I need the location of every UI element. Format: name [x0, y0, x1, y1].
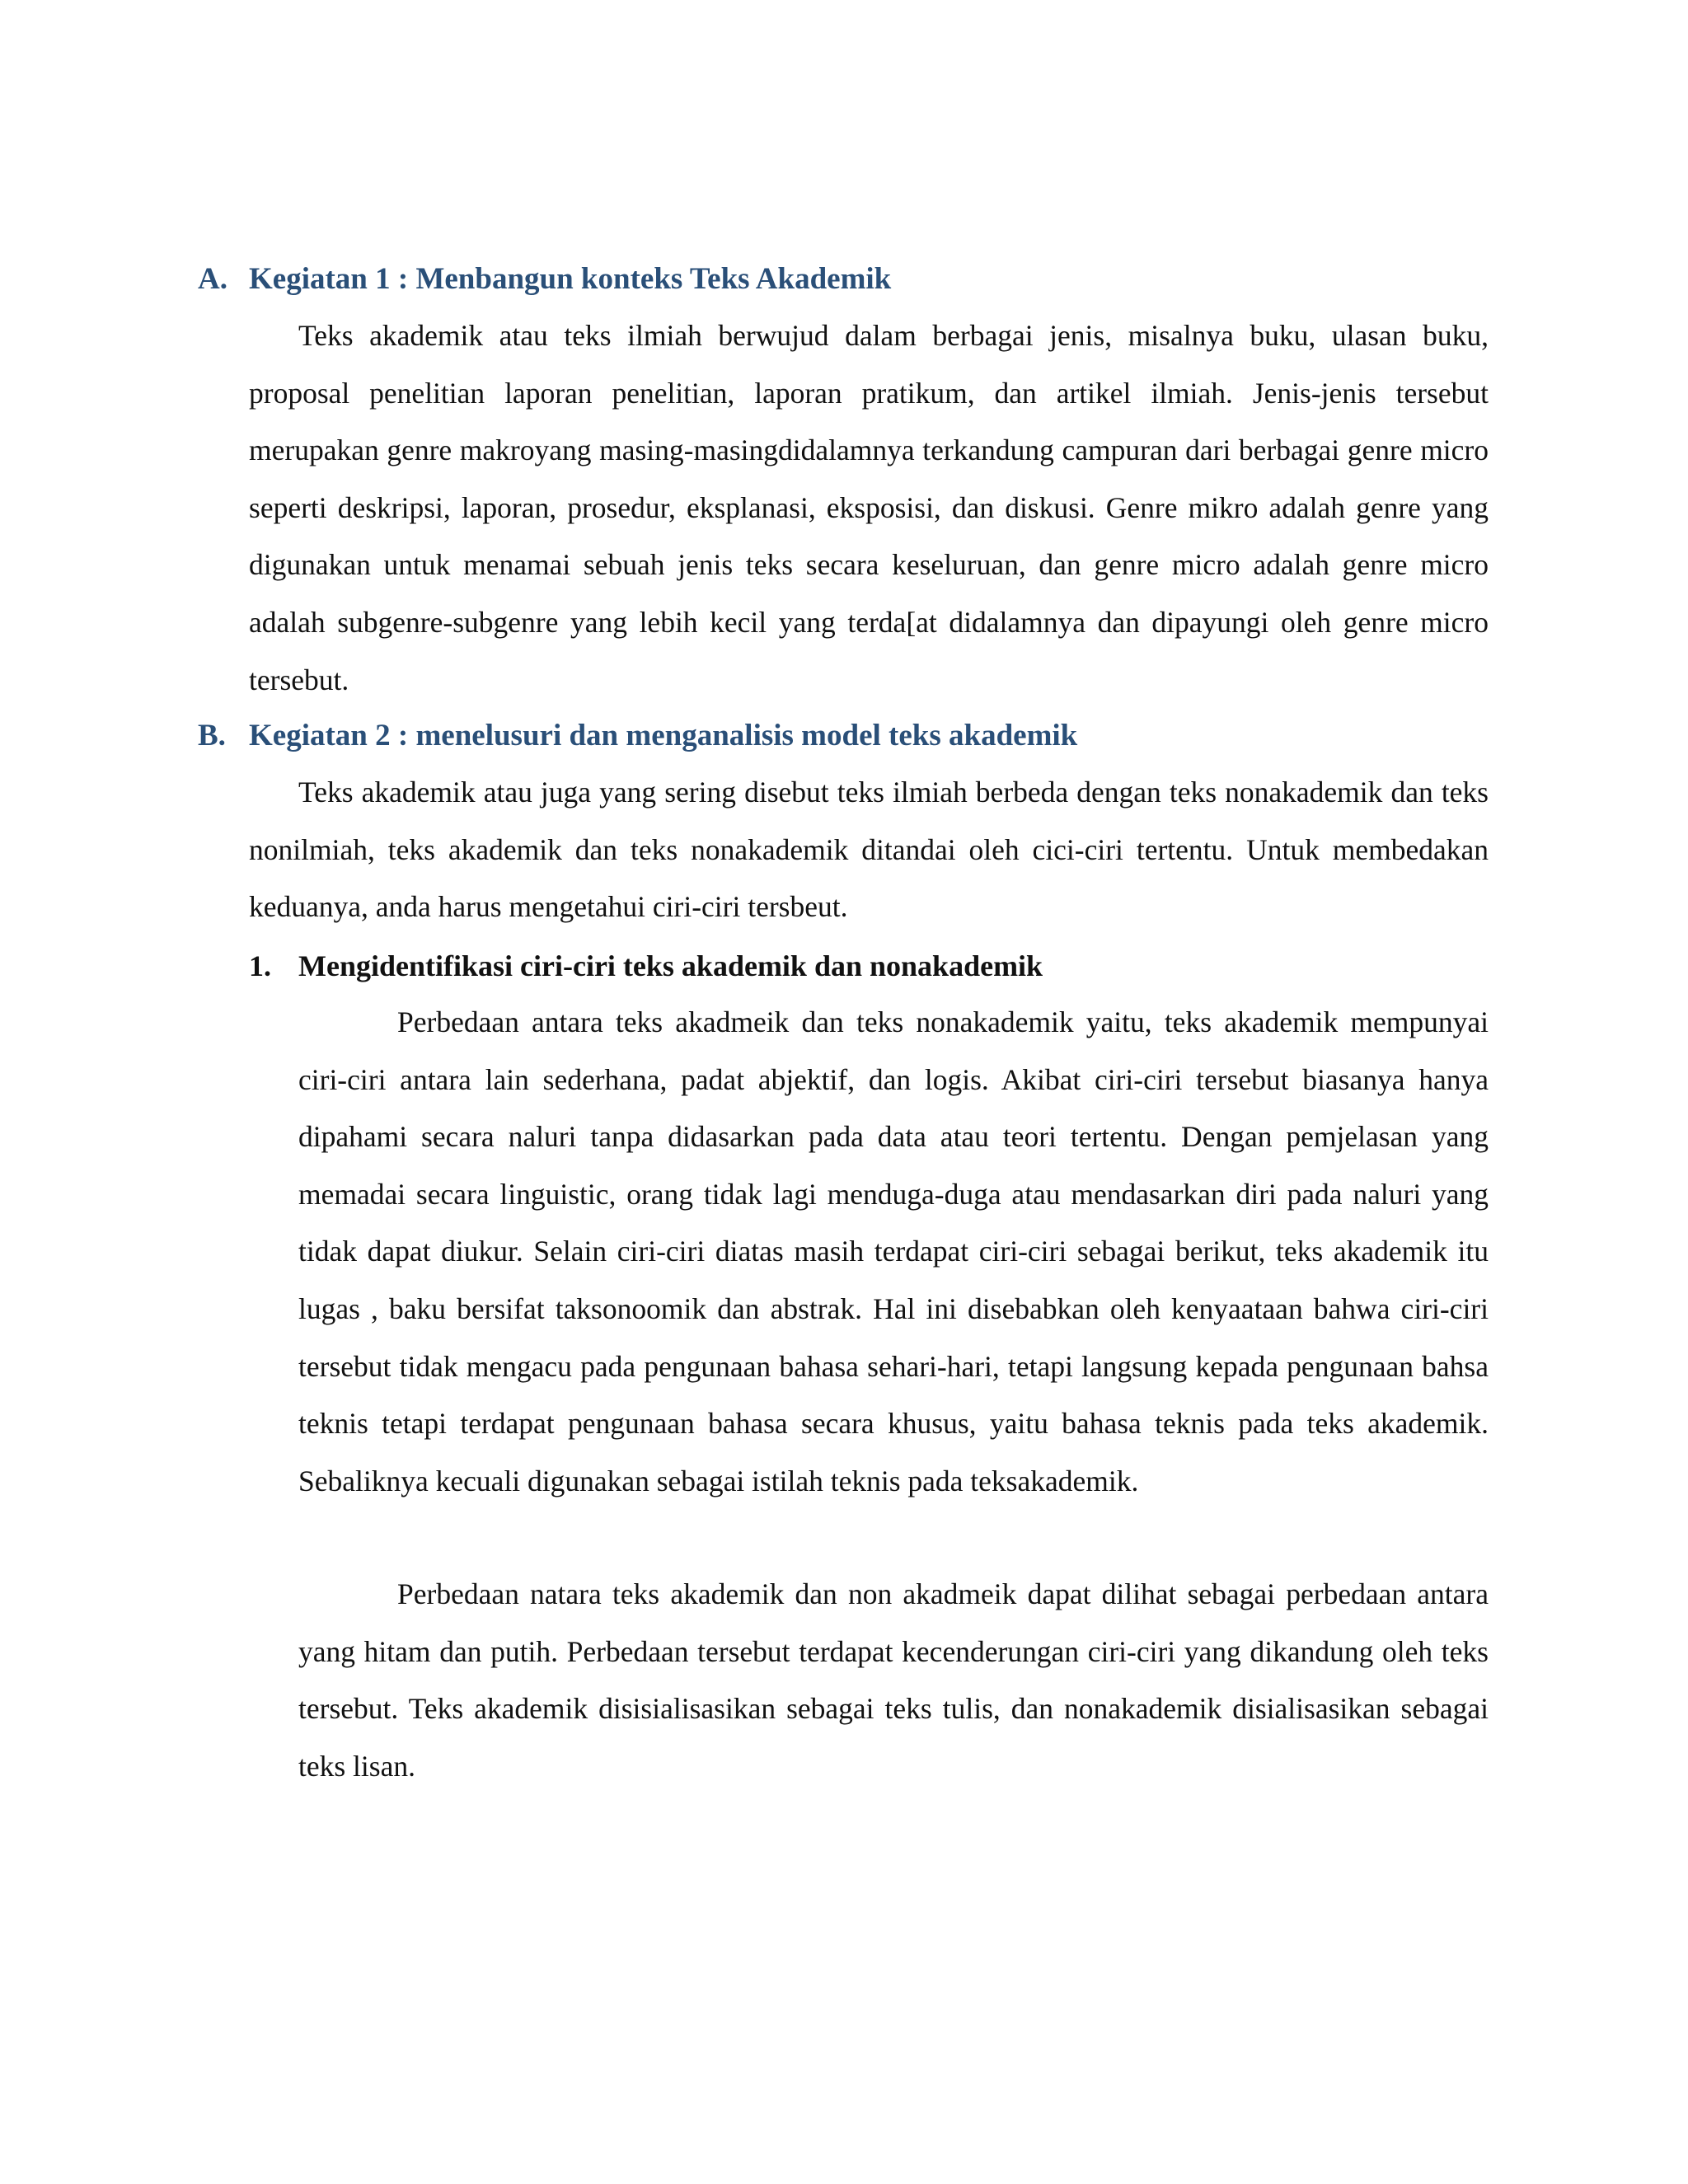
subsection-1-number: 1. — [249, 949, 271, 982]
subsection-1-paragraph-1: Perbedaan antara teks akadmeik dan teks nonakademik yaitu, teks akademik mempunyai ciri-ciri antara lain sederhana, padat abjektif, dan logis. Akibat ciri-ciri tersebut biasanya hanya dipahami secara naluri tanpa didasarkan pada data atau teori tertentu. Dengan pemjelasan yang memadai secara linguistic, orang tidak lagi menduga-duga atau mendasarkan diri pada naluri yang tidak dapat diukur. Selain ciri-ciri diatas masih terdapat ciri-ciri sebagai berikut, teks akademik itu lugas , baku bersifat taksonoomik dan abstrak. Hal ini disebabkan oleh kenyaataan bahwa ciri-ciri tersebut tidak mengacu pada pengunaan bahasa sehari-hari, tetapi langsung kepada pengunaan bahsa teknis tetapi terdapat pengunaan bahasa secara khusus, yaitu bahasa teknis pada teks akademik. Sebaliknya kecuali digunakan sebagai istilah teknis pada teksakademik. — [298, 1005, 1489, 1497]
section-b-letter: B. — [198, 719, 226, 752]
section-a-paragraph: Teks akademik atau teks ilmiah berwujud dalam berbagai jenis, misalnya buku, ulasan buku, proposal penelitian laporan penelitian, laporan pratikum, dan artikel ilmiah. Jenis-jenis tersebut merupakan genre makroyang masing-masingdidalamnya terkandung campuran dari berbagai genre micro seperti deskripsi, laporan, prosedur, eksplanasi, eksposisi, dan diskusi. Genre mikro adalah genre yang digunakan untuk menamai sebuah jenis teks secara keseluruan, dan genre micro adalah genre micro adalah subgenre-subgenre yang lebih kecil yang terda[at didalamnya dan dipayungi oleh genre micro tersebut. — [249, 319, 1489, 696]
subsection-1-title: Mengidentifikasi ciri-ciri teks akademik dan nonakademik — [298, 949, 1043, 982]
subsection-1-paragraph-2: Perbedaan natara teks akademik dan non akadmeik dapat dilihat sebagai perbedaan antara yang hitam dan putih. Perbedaan tersebut terdapat kecenderungan ciri-ciri yang dikandung oleh teks tersebut. Teks akademik disisialisasikan sebagai teks tulis, dan nonakademik disialisasikan sebagai teks lisan. — [298, 1577, 1489, 1783]
section-a-letter: A. — [198, 262, 227, 296]
subsection-1-heading — [249, 945, 1043, 987]
section-b-title: Kegiatan 2 : menelusuri dan menganalisis model teks akademik — [249, 719, 1078, 752]
section-a-title: Kegiatan 1 : Menbangun konteks Teks Akademik — [249, 262, 892, 296]
section-b-paragraph: Teks akademik atau juga yang sering disebut teks ilmiah berbeda dengan teks nonakademik dan teks nonilmiah, teks akademik dan teks nonakademik ditandai oleh cici-ciri tertentu. Untuk membedakan keduanya, anda harus mengetahui ciri-ciri tersbeut. — [249, 776, 1489, 924]
section-a-heading — [198, 259, 891, 300]
section-b-heading — [198, 715, 1077, 757]
